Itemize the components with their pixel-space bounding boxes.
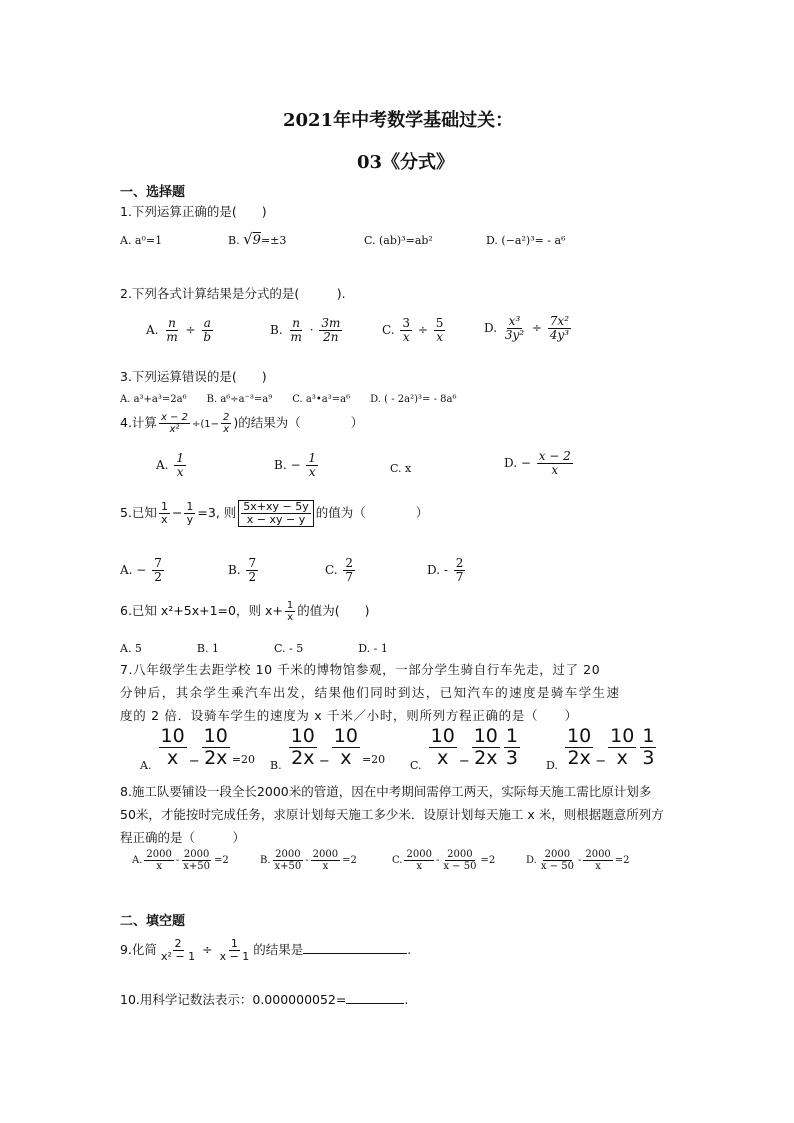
fraction: [548, 315, 571, 342]
denominator: 2x: [204, 746, 228, 769]
q8-c-label: C.: [392, 855, 403, 866]
denominator: x: [167, 746, 179, 769]
operator: −: [458, 753, 470, 769]
q4-option-d: [504, 450, 575, 477]
fraction: [164, 317, 179, 344]
operator: −: [318, 753, 330, 769]
page-title-line2: 03《分式》: [357, 152, 455, 173]
answer-blank[interactable]: [303, 953, 407, 954]
q9-pre: 9.化简: [120, 942, 157, 958]
numerator: 10: [430, 725, 455, 747]
numerator: 2000: [275, 849, 301, 860]
q5-pre: 5.已知: [120, 505, 157, 521]
q5-b-label: B.: [228, 563, 241, 578]
numerator: 3: [402, 316, 411, 330]
fraction: [306, 452, 318, 479]
denominator: x: [156, 861, 162, 872]
fraction: [159, 726, 187, 769]
fraction: [174, 452, 186, 479]
fraction: [285, 600, 295, 623]
denominator: x+50: [183, 861, 210, 872]
fraction: [608, 726, 636, 769]
q2-option-c: [382, 317, 447, 344]
q1-b-label: B.: [228, 234, 240, 247]
fraction: [404, 849, 433, 872]
fraction: [159, 938, 197, 963]
q7-option-d: [546, 725, 658, 772]
fraction: [454, 557, 466, 584]
q7-option-a: [140, 725, 256, 772]
fraction: [319, 317, 342, 344]
denominator: x: [223, 424, 230, 435]
fraction: [202, 726, 230, 769]
fraction: [472, 726, 500, 769]
denominator: 3: [505, 746, 518, 769]
fraction: [343, 557, 355, 584]
fraction: [311, 849, 340, 872]
fraction: [246, 557, 258, 584]
numerator: 2000: [183, 849, 210, 860]
q2-b-label: B.: [270, 323, 283, 338]
question-8-line2: 50米，才能按时完成任务，求原计划每天施工多少米．设原计划每天施工 x 米，则根据题意所列方: [120, 807, 664, 822]
q8-c-rhs: =2: [480, 855, 496, 866]
denominator: 2n: [323, 330, 339, 345]
operator: −: [595, 753, 607, 769]
denominator: x: [340, 746, 352, 769]
q1-option-c: C. (ab)³=ab²: [364, 234, 433, 247]
fraction: [184, 501, 195, 526]
numerator: a: [203, 316, 211, 330]
q7-b-label: B.: [270, 758, 282, 772]
fraction: [201, 317, 213, 344]
numerator: 2: [174, 937, 182, 950]
numerator: n: [292, 316, 301, 330]
numerator: 10: [333, 725, 358, 747]
q4-a-label: A.: [156, 458, 169, 473]
denominator: 3: [642, 746, 655, 769]
operator: ÷: [531, 321, 542, 336]
answer-blank[interactable]: [346, 1003, 404, 1004]
numerator: 1: [186, 500, 194, 513]
fraction: [503, 315, 526, 342]
q1-b-radicand: 9: [252, 233, 261, 248]
question-8-line3: 程正确的是（ ）: [120, 830, 246, 845]
operator: ÷: [202, 942, 213, 958]
numerator: 1: [505, 725, 518, 747]
fraction: [332, 726, 360, 769]
numerator: 5: [435, 316, 444, 330]
fraction: [537, 450, 573, 477]
q8-option-d: [526, 849, 630, 872]
q6-pre: 6.已知 x²+5x+1=0，则 x+: [120, 603, 283, 618]
q1-b-rest: =±3: [260, 234, 287, 247]
denominator: 7: [455, 570, 464, 585]
q5-option-c: [325, 557, 357, 584]
denominator: y: [186, 513, 194, 527]
numerator: 10: [473, 725, 498, 747]
fraction: [181, 849, 212, 872]
q9-end: .: [407, 942, 412, 958]
numerator: 1: [286, 600, 294, 611]
page-title-line1: 2021年中考数学基础过关：: [283, 110, 514, 131]
q5-c-label: C.: [325, 563, 338, 578]
fraction: [289, 726, 317, 769]
numerator: 1: [642, 725, 655, 747]
numerator: 1: [230, 937, 238, 950]
numerator: 2000: [544, 849, 571, 860]
q10-end: .: [404, 992, 409, 1007]
q7-c-label: C.: [410, 758, 422, 772]
operator: −: [188, 753, 200, 769]
question-1-stem: 1.下列运算正确的是( ): [120, 204, 267, 219]
q6-options: A. 5 B. 1 C. - 5 D. - 1: [120, 642, 388, 655]
question-10: [120, 990, 408, 1008]
denominator: b: [203, 330, 212, 345]
q5-option-a: [120, 557, 166, 584]
fraction: [152, 557, 164, 584]
numerator: 2: [223, 412, 230, 423]
q7-d-label: D.: [546, 758, 558, 772]
q6-post: 的值为( ): [297, 603, 370, 618]
numerator: 10: [290, 725, 315, 747]
numerator: 7x²: [549, 314, 570, 328]
fraction: [429, 726, 457, 769]
operator: ÷: [185, 323, 196, 338]
denominator: x: [416, 861, 423, 872]
fraction: [218, 938, 252, 963]
numerator: x − 2: [160, 412, 188, 423]
numerator: 1: [308, 451, 316, 465]
q4-b-label: B. −: [274, 458, 301, 473]
operator: -: [435, 855, 440, 866]
q2-d-label: D.: [484, 321, 498, 336]
denominator: m: [166, 330, 178, 345]
q5-d-label: D. -: [427, 563, 448, 578]
numerator: n: [168, 316, 176, 330]
fraction: [441, 849, 478, 872]
q7-option-c: [410, 725, 522, 772]
q8-b-label: B.: [260, 855, 271, 866]
numerator: 2000: [406, 849, 432, 860]
denominator: 7: [345, 570, 354, 585]
denominator: x: [551, 463, 559, 478]
question-8-line1: 8.施工队要铺设一段全长2000米的管道，因在中考期间需停工两天，实际每天施工需比原计划多: [120, 784, 652, 799]
numerator: 10: [610, 725, 635, 747]
q8-d-rhs: =2: [614, 855, 630, 866]
operator: −: [171, 505, 183, 521]
fraction: [159, 412, 190, 435]
question-3-stem: 3.下列运算错误的是( ): [120, 369, 267, 384]
denominator: x − 1: [219, 950, 250, 964]
fraction: [583, 849, 612, 872]
denominator: x: [616, 746, 628, 769]
question-7-line3: 度的 2 倍．设骑车学生的速度为 x 千米／小时，则所列方程正确的是（ ）: [120, 708, 578, 723]
q8-a-label: A.: [132, 855, 143, 866]
fraction: [288, 317, 303, 344]
q1-option-a: A. a⁰=1: [120, 234, 163, 247]
numerator: 2000: [585, 849, 611, 860]
numerator: 2: [345, 556, 354, 570]
q4-option-a: [156, 452, 188, 479]
fraction: [640, 726, 656, 769]
q2-option-b: [270, 317, 344, 344]
denominator: x − xy − y: [246, 513, 306, 527]
q4-d-label: D. −: [504, 456, 531, 471]
q5-post: 的值为（ ）: [315, 505, 429, 521]
q8-b-rhs: =2: [342, 855, 357, 866]
operator: -: [305, 855, 309, 866]
q3-options: A. a³+a³=2a⁶ B. a⁶÷a⁻³=a⁹ C. a³•a³=a⁶ D. ( - 2a²)³= - 8a⁶: [120, 394, 457, 405]
denominator: x: [287, 612, 293, 623]
denominator: x − 50: [540, 861, 574, 872]
q5-option-b: [228, 557, 260, 584]
question-9: [120, 938, 411, 963]
denominator: 2x: [474, 746, 498, 769]
fraction: [221, 412, 231, 435]
q1-option-b: [228, 230, 286, 248]
denominator: 2x: [567, 746, 591, 769]
q7-option-b: [270, 725, 386, 772]
numerator: x³: [508, 314, 521, 328]
fraction: [434, 317, 446, 344]
section-heading-fill: 二、填空题: [120, 914, 186, 929]
q8-d-label: D.: [526, 855, 537, 866]
numerator: 2000: [312, 849, 339, 860]
denominator: x² − 1: [160, 950, 196, 964]
fraction: [273, 849, 304, 872]
denominator: x − 50: [443, 861, 477, 872]
operator: -: [175, 855, 180, 866]
q4-mid: ÷(1−: [191, 419, 219, 430]
operator: ÷: [417, 323, 428, 338]
denominator: x: [176, 465, 184, 480]
denominator: x: [308, 465, 316, 480]
fraction: [144, 849, 173, 872]
radical-icon: √: [243, 230, 253, 248]
q7-a-label: A.: [140, 758, 152, 772]
q10-text: 10.用科学记数法表示：0.000000052=: [120, 992, 347, 1007]
denominator: x+50: [274, 861, 302, 872]
numerator: 5x+xy − 5y: [243, 500, 309, 513]
q7-b-rhs: =20: [361, 752, 386, 766]
denominator: x: [322, 861, 329, 872]
numerator: 3m: [321, 316, 341, 330]
q4-option-c: C. x: [390, 462, 412, 475]
fraction: [539, 849, 576, 872]
denominator: 4y³: [549, 328, 570, 343]
numerator: 2: [455, 556, 464, 570]
q5-a-label: A. −: [120, 563, 147, 578]
denominator: m: [290, 330, 302, 345]
q5-mid: =3, 则: [197, 505, 237, 521]
fraction: [504, 726, 520, 769]
numerator: x − 2: [538, 449, 571, 463]
question-4-stem: [120, 412, 363, 435]
q7-a-rhs: =20: [231, 752, 256, 766]
q2-a-label: A.: [146, 323, 159, 338]
q2-option-d: [484, 315, 573, 342]
q5-option-d: [427, 557, 467, 584]
q8-option-a: [132, 849, 229, 872]
denominator: 3y²: [504, 328, 525, 343]
q9-post: 的结果是: [253, 942, 304, 958]
question-7-line2: 分钟后，其余学生乘汽车出发，结果他们同时到达，已知汽车的速度是骑车学生速: [120, 685, 621, 700]
fraction: [159, 501, 170, 526]
q4-post: )的结果为（ ）: [233, 415, 364, 430]
numerator: 7: [248, 556, 257, 570]
q2-c-label: C.: [382, 323, 395, 338]
q1-option-d: D. (−a²)³= - a⁶: [486, 234, 566, 247]
numerator: 10: [160, 725, 185, 747]
denominator: 2: [248, 570, 257, 585]
numerator: 10: [203, 725, 228, 747]
numerator: 2000: [447, 849, 473, 860]
operator: -: [577, 855, 582, 866]
denominator: x: [402, 330, 410, 345]
question-5-stem: [120, 500, 428, 527]
q8-option-b: [260, 849, 357, 872]
numerator: 1: [176, 451, 184, 465]
denominator: 2: [154, 570, 162, 585]
section-heading-choice: 一、选择题: [120, 185, 186, 200]
question-2-stem: 2.下列各式计算结果是分式的是( ).: [120, 286, 346, 301]
fraction: [565, 726, 593, 769]
numerator: 10: [567, 725, 592, 747]
fraction: [400, 317, 412, 344]
q8-option-c: [392, 849, 495, 872]
denominator: x: [437, 746, 449, 769]
q8-a-rhs: =2: [214, 855, 229, 866]
numerator: 2000: [146, 849, 172, 860]
numerator: 7: [154, 556, 162, 570]
denominator: x: [436, 330, 443, 345]
denominator: x²: [169, 424, 180, 435]
question-6-stem: [120, 600, 369, 623]
q2-option-a: [146, 317, 215, 344]
operator: ·: [309, 323, 314, 338]
question-7-line1: 7.八年级学生去距学校 10 千米的博物馆参观，一部分学生骑自行车先走，过了 20: [120, 662, 601, 677]
denominator: x: [161, 513, 168, 527]
denominator: x: [595, 861, 601, 872]
q4-option-b: [274, 452, 320, 479]
numerator: 1: [160, 500, 168, 513]
denominator: 2x: [291, 746, 315, 769]
fraction: [238, 500, 313, 527]
q4-pre: 4.计算: [120, 415, 157, 430]
